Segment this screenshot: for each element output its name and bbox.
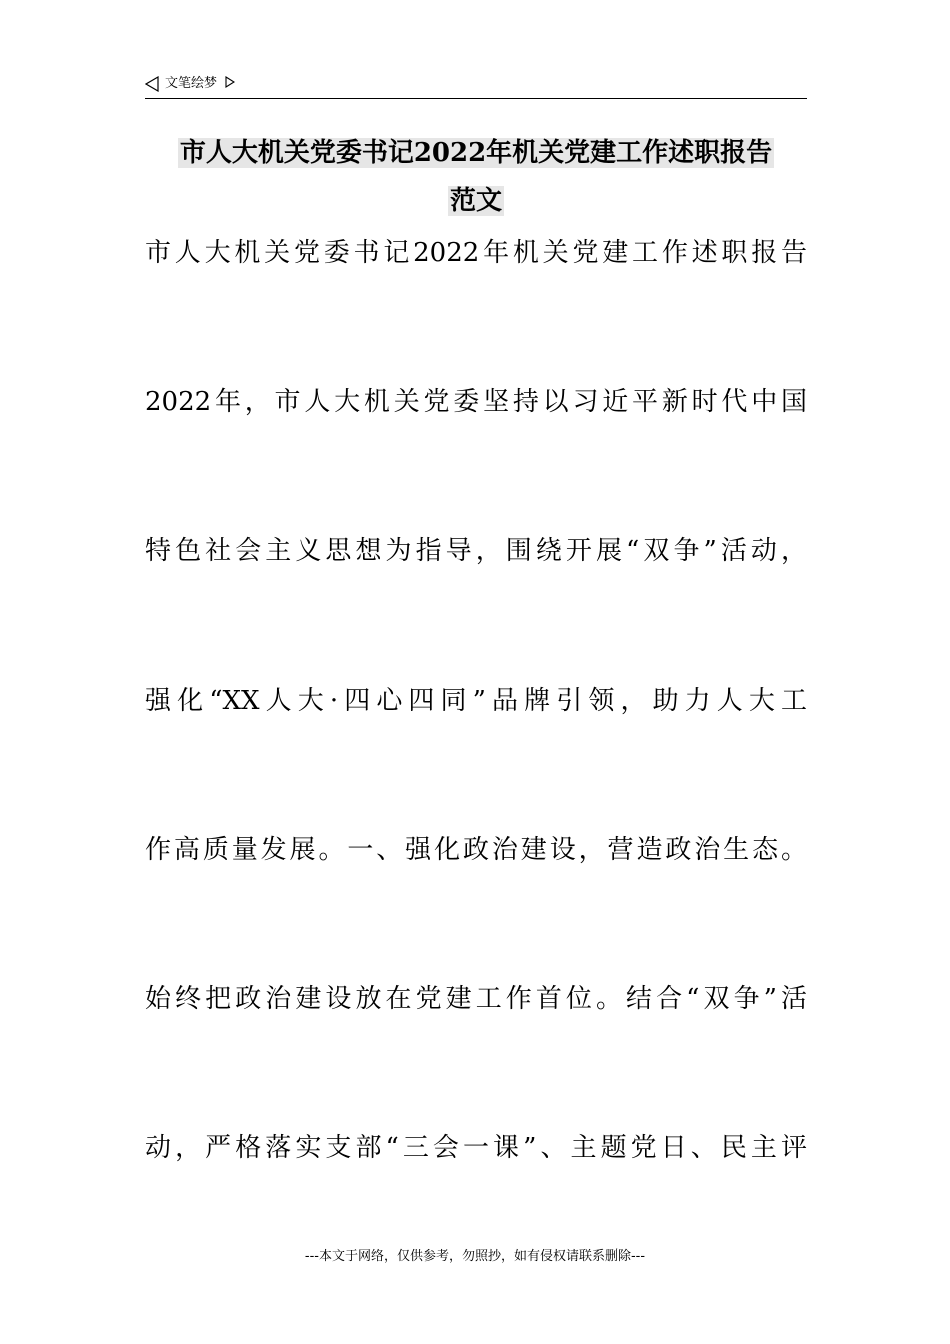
title-text-1: 市人大机关党委书记2022年机关党建工作述职报告 — [179, 138, 773, 168]
body-line-6: 始终把政治建设放在党建工作首位。结合“双争”活 — [145, 984, 807, 1014]
body-line-5: 作高质量发展。一、强化政治建设，营造政治生态。 — [145, 835, 807, 865]
document-title-line-2 — [145, 183, 807, 219]
footer-disclaimer: ---本文于网络，仅供参考，勿照抄，如有侵权请联系删除--- — [304, 1249, 646, 1264]
left-triangle-icon — [145, 76, 159, 96]
body-line-7: 动，严格落实支部“三会一课”、主题党日、民主评 — [145, 1133, 807, 1163]
body-line-3: 特色社会主义思想为指导，围绕开展“双争”活动， — [145, 536, 807, 566]
right-triangle-icon — [225, 76, 235, 92]
body-line-2: 2022年，市人大机关党委坚持以习近平新时代中国 — [145, 387, 807, 417]
document-title-line-1 — [145, 135, 807, 171]
body-line-4: 强化“XX人大·四心四同”品牌引领，助力人大工 — [145, 686, 807, 716]
page-header — [145, 74, 807, 99]
title-text-2: 范文 — [449, 186, 502, 216]
header-brand: 文笔绘梦 — [165, 76, 218, 91]
body-line-1: 市人大机关党委书记2022年机关党建工作述职报告 — [145, 238, 807, 268]
